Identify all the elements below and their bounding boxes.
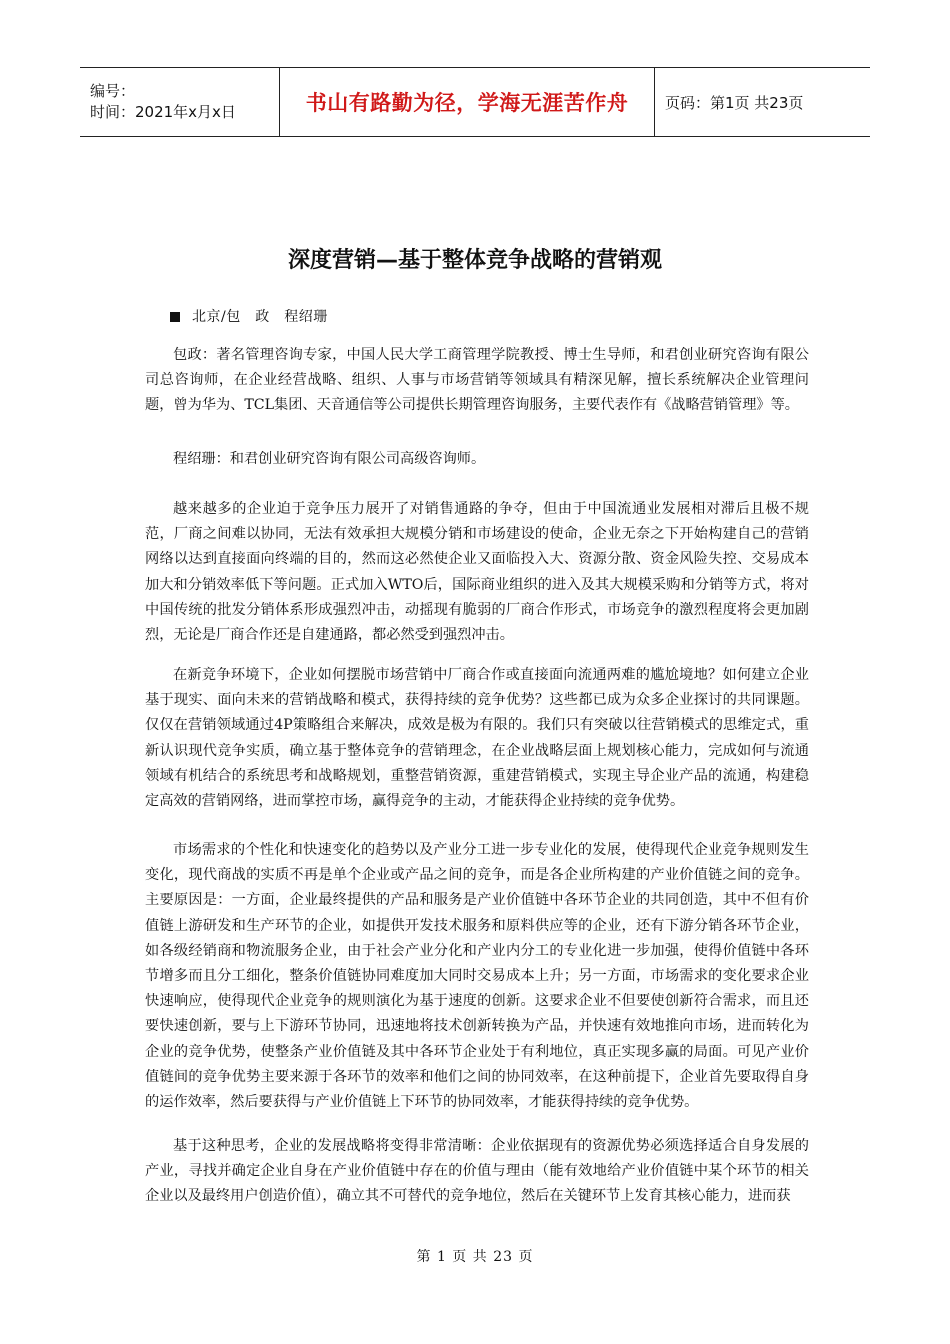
number-label: 编号：	[90, 82, 136, 100]
header-motto-cell	[280, 68, 655, 136]
document-title: 深度营销—基于整体竞争战略的营销观	[287, 248, 662, 273]
paragraph-intro: 越来越多的企业迫于竞争压力展开了对销售通路的争夺，但由于中国流通业发展相对滞后且极不规范，厂商之间难以协同，无法有效承担大规模分销和市场建设的使命，企业无奈之下开始构建自己的营销网络以达到直接面向终端的目的，然而这必然使企业又面临投入大、资源分散、资金风险失控、交易成本加大和分销效率低下等问题。正式加入WTO后，国际商业组织的进入及其大规模采购和分销等方式，将对中国传统的批发分销体系形成强烈冲击，动摇现有脆弱的厂商合作形式，市场竞争的激烈程度将会更加剧烈，无论是厂商合作还是自建通路，都必然受到强烈冲击。	[145, 501, 809, 644]
header-page-cell	[655, 68, 870, 136]
paragraph-author-bao: 包政：著名管理咨询专家，中国人民大学工商管理学院教授、博士生导师，和君创业研究咨询有限公司总咨询师，在企业经营战略、组织、人事与市场营销等领域具有精深见解，擅长系统解决企业管理问题，曾为华为、TCL集团、天音通信等公司提供长期管理咨询服务，主要代表作有《战略营销管理》等。	[145, 347, 809, 414]
header-meta-cell	[80, 68, 280, 136]
paragraph-author-cheng: 程绍珊：和君创业研究咨询有限公司高级咨询师。	[173, 451, 486, 467]
square-bullet-icon	[170, 312, 180, 322]
byline-text: 北京/包 政 程绍珊	[192, 309, 328, 325]
byline	[170, 306, 328, 326]
time-label: 时间：2021年x月x日	[90, 103, 236, 121]
paragraph-strategy: 基于这种思考，企业的发展战略将变得非常清晰：企业依据现有的资源优势必须选择适合自身发展的产业，寻找并确定企业自身在产业价值链中存在的价值与理由（能有效地给产业价值链中某个环节的相关企业以及最终用户创造价值），确立其不可替代的竞争地位，然后在关键环节上发育其核心能力，进而获	[145, 1138, 809, 1205]
paragraph-market-demand: 市场需求的个性化和快速变化的趋势以及产业分工进一步专业化的发展，使得现代企业竞争规则发生变化，现代商战的实质不再是单个企业或产品之间的竞争，而是各企业所构建的产业价值链之间的竞争。主要原因是：一方面，企业最终提供的产品和服务是产业价值链中各环节企业的共同创造，其中不但有价值链上游研发和生产环节的企业，如提供开发技术服务和原料供应等的企业，还有下游分销各环节企业，如各级经销商和物流服务企业，由于社会产业分化和产业内分工的专业化进一步加强，使得价值链中各环节增多而且分工细化，整条价值链协同难度加大同时交易成本上升；另一方面，市场需求的变化要求企业快速响应，使得现代企业竞争的规则演化为基于速度的创新。这要求企业不但要使创新符合需求，而且还要快速创新，要与上下游环节协同，迅速地将技术创新转换为产品，并快速有效地推向市场，进而转化为企业的竞争优势，使整条产业价值链及其中各环节企业处于有利地位，真正实现多赢的局面。可见产业价值链间的竞争优势主要来源于各环节的效率和他们之间的协同效率，在这种前提下，企业首先要取得自身的运作效率，然后要获得与产业价值链上下环节的协同效率，才能获得持续的竞争优势。	[145, 842, 809, 1111]
motto-text: 书山有路勤为径，学海无涯苦作舟	[305, 91, 629, 115]
page-footer: 第 1 页 共 23 页	[416, 1249, 534, 1265]
document-header	[80, 67, 870, 137]
page-info: 页码：第1页 共23页	[665, 93, 804, 112]
paragraph-new-environment: 在新竞争环境下，企业如何摆脱市场营销中厂商合作或直接面向流通两难的尴尬境地？如何建立企业基于现实、面向未来的营销战略和模式，获得持续的竞争优势？这些都已成为众多企业探讨的共同课题。仅仅在营销领域通过4P策略组合来解决，成效是极为有限的。我们只有突破以往营销模式的思维定式，重新认识现代竞争实质，确立基于整体竞争的营销理念，在企业战略层面上规划核心能力，完成如何与流通领域有机结合的系统思考和战略规划，重整营销资源，重建营销模式，实现主导企业产品的流通，构建稳定高效的营销网络，进而掌控市场，赢得竞争的主动，才能获得企业持续的竞争优势。	[145, 667, 809, 810]
